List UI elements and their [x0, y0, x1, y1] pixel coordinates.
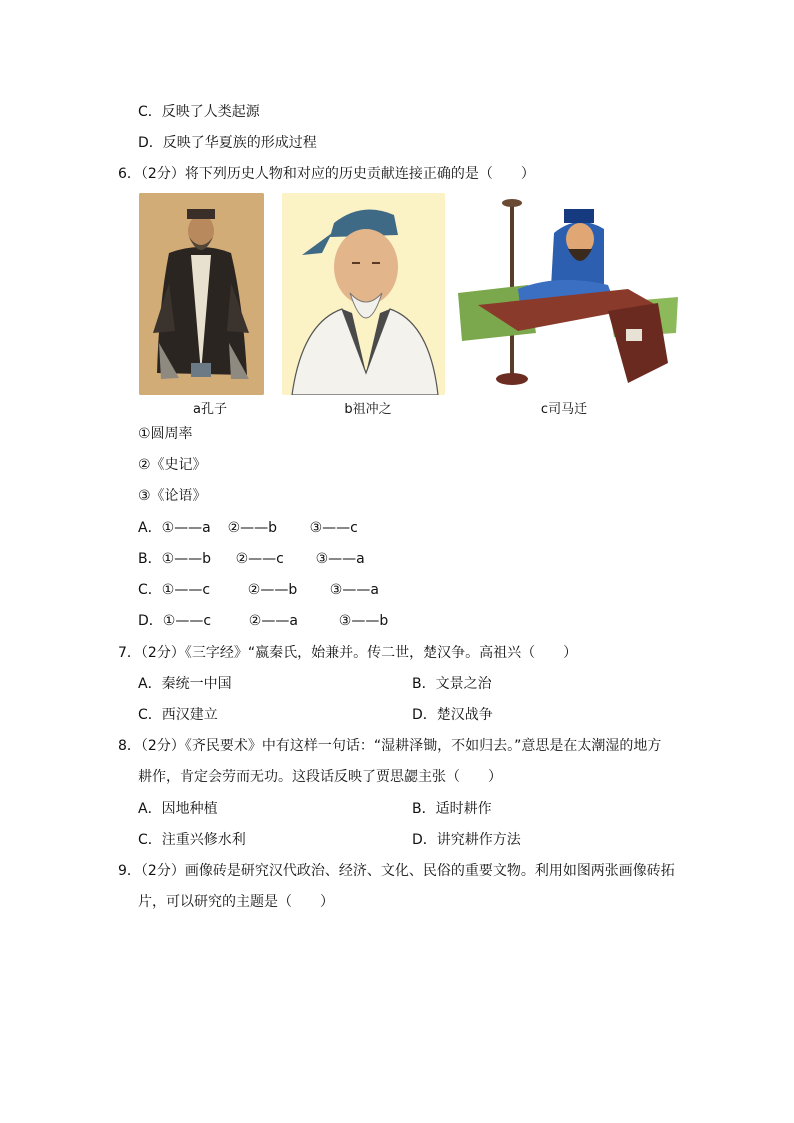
- q5-option-d: D．反映了华夏族的形成过程: [138, 135, 317, 151]
- match-part-2: ②——a: [248, 613, 298, 629]
- option-letter: D．: [138, 613, 163, 629]
- q8-option-a: A．因地种植: [138, 801, 218, 817]
- q7-option-d: D．楚汉战争: [412, 707, 493, 723]
- q8-stem-line-2: 耕作，肯定会劳而无功。这段话反映了贾思勰主张（ ）: [138, 769, 502, 785]
- option-letter: C．: [138, 582, 162, 598]
- match-part-2: ②——b: [247, 582, 298, 598]
- q6-option-a: [138, 518, 358, 538]
- match-part-3: ③——a: [329, 582, 379, 598]
- portrait-sima-qian-image: [458, 193, 678, 395]
- portrait-zu-chongzhi-image: [282, 193, 445, 395]
- q9-stem-line-1: 9．（2分）画像砖是研究汉代政治、经济、文化、民俗的重要文物。利用如图两张画像砖拓: [118, 863, 675, 879]
- portrait-caption-b: b祖冲之: [344, 402, 392, 417]
- q6-option-d: [138, 611, 388, 631]
- q5-option-c: C．反映了人类起源: [138, 104, 260, 120]
- q8-option-d: D．讲究耕作方法: [412, 832, 521, 848]
- q6-item-3: ③《论语》: [138, 488, 207, 504]
- q6-item-2: ②《史记》: [138, 457, 207, 473]
- match-part-2: ②——b: [227, 520, 278, 536]
- match-part-1: ①——a: [161, 520, 211, 536]
- match-part-3: ③——a: [315, 551, 365, 567]
- q8-stem-line-1: 8．（2分）《齐民要术》中有这样一句话：“湿耕泽锄，不如归去。”意思是在太潮湿的地方: [118, 738, 662, 754]
- q7-stem: 7．（2分）《三字经》“嬴秦氏，始兼并。传二世，楚汉争。高祖兴（ ）: [118, 645, 578, 661]
- q7-option-c: C．西汉建立: [138, 707, 218, 723]
- option-letter: B．: [138, 551, 162, 567]
- match-part-3: ③——b: [338, 613, 389, 629]
- q6-item-1: ①圆周率: [138, 426, 193, 442]
- q6-option-b: [138, 549, 365, 569]
- q6-stem: 6．（2分）将下列历史人物和对应的历史贡献连接正确的是（ ）: [118, 166, 535, 182]
- q6-option-c: [138, 580, 379, 600]
- q7-option-a: A．秦统一中国: [138, 676, 232, 692]
- option-letter: A．: [138, 520, 162, 536]
- q7-option-b: B．文景之治: [412, 676, 492, 692]
- portrait-caption-c: c司马迁: [540, 402, 588, 417]
- portrait-confucius-image: [139, 193, 264, 395]
- match-part-1: ①——b: [161, 551, 212, 567]
- match-part-1: ①——c: [162, 613, 212, 629]
- q9-stem-line-2: 片，可以研究的主题是（ ）: [138, 894, 334, 910]
- portrait-caption-a: a孔子: [193, 402, 227, 417]
- q8-option-b: B．适时耕作: [412, 801, 492, 817]
- match-part-3: ③——c: [309, 520, 358, 536]
- match-part-1: ①——c: [161, 582, 211, 598]
- q8-option-c: C．注重兴修水利: [138, 832, 246, 848]
- match-part-2: ②——c: [235, 551, 284, 567]
